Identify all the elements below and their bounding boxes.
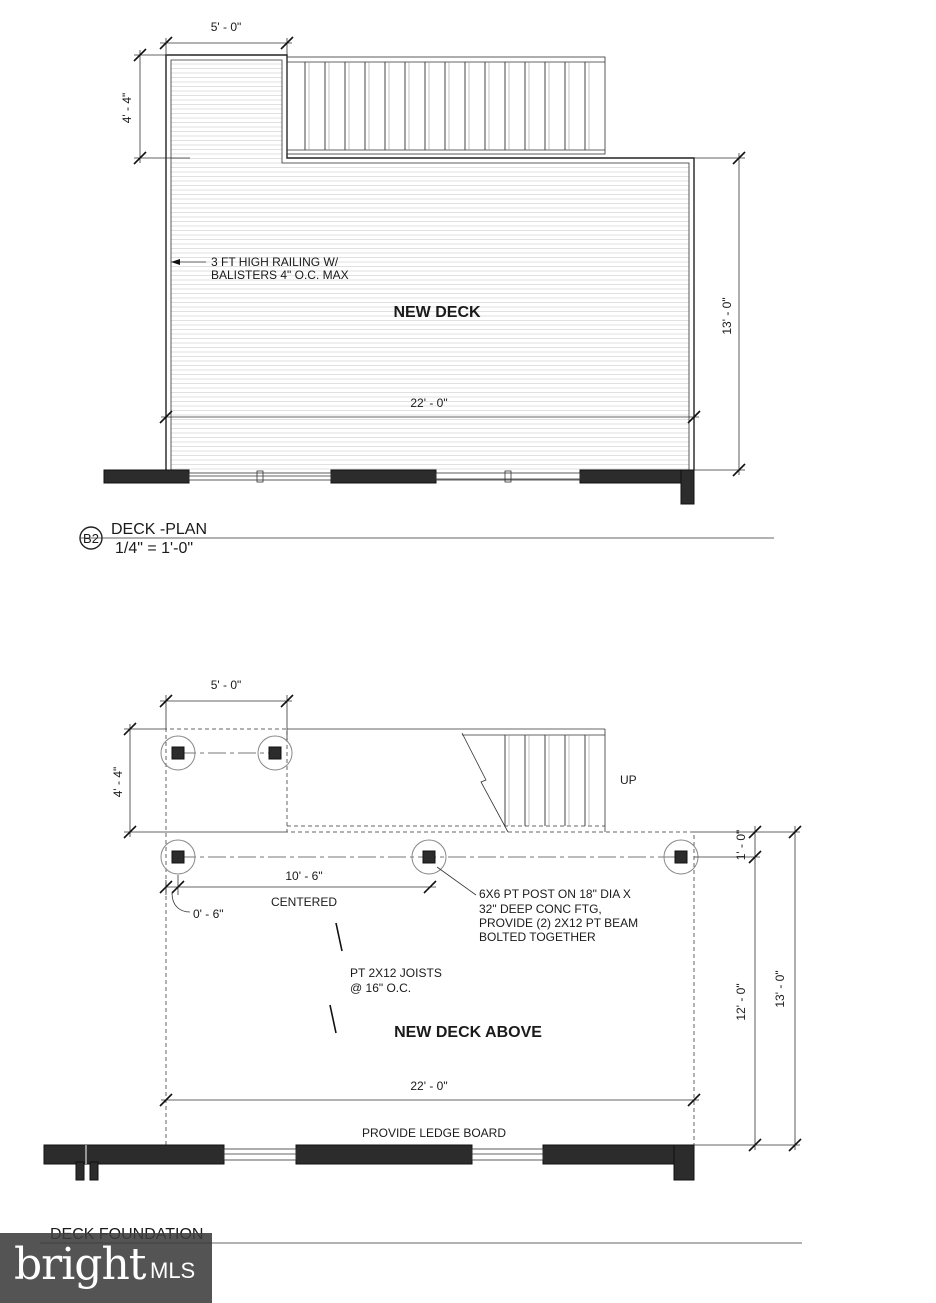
dimension-right (694, 152, 745, 476)
plan-marker: B2 (83, 531, 99, 546)
dimension-top-foundation (160, 678, 293, 740)
new-deck-label: NEW DECK (393, 304, 481, 321)
dim-width-label: 22' - 0" (410, 396, 448, 410)
svg-text:@ 16" O.C.: @ 16" O.C. (350, 981, 412, 995)
dim-left-label: 4' - 4" (120, 92, 134, 124)
svg-text:BALISTERS 4" O.C. MAX: BALISTERS 4" O.C. MAX (211, 268, 349, 282)
watermark-brand: bright (14, 1239, 146, 1290)
svg-text:PT 2X12 JOISTS: PT 2X12 JOISTS (350, 966, 442, 980)
house-wall-foundation (44, 1145, 694, 1180)
svg-text:12' - 0": 12' - 0" (734, 983, 748, 1021)
dimension-top (160, 20, 293, 55)
stair-up-label: UP (620, 773, 637, 787)
house-wall-plan (104, 470, 694, 504)
plan-scale: 1/4" = 1'-0" (115, 540, 194, 557)
dimension-span-foundation (160, 869, 436, 921)
svg-text:4' - 4": 4' - 4" (111, 766, 125, 798)
dimension-left-foundation (111, 723, 287, 838)
svg-text:0' - 6": 0' - 6" (193, 907, 224, 921)
dimension-width (160, 396, 700, 423)
dimension-width-foundation (160, 1079, 700, 1106)
svg-text:PROVIDE (2) 2X12 PT BEAM: PROVIDE (2) 2X12 PT BEAM (479, 916, 639, 930)
svg-text:6X6 PT POST ON 18" DIA X: 6X6 PT POST ON 18" DIA X (479, 887, 631, 901)
svg-text:BOLTED TOGETHER: BOLTED TOGETHER (479, 930, 596, 944)
svg-text:22' - 0": 22' - 0" (410, 1079, 448, 1093)
dim-right-label: 13' - 0" (720, 297, 734, 335)
brightmls-watermark (0, 1233, 212, 1303)
railing-note (171, 255, 349, 282)
svg-text:32" DEEP CONC FTG,: 32" DEEP CONC FTG, (479, 902, 602, 916)
joist-note (330, 923, 442, 1033)
svg-text:1' - 0": 1' - 0" (734, 829, 748, 861)
stair (287, 57, 605, 154)
deck-plan (80, 20, 774, 557)
plan-title-block (80, 521, 774, 557)
svg-text:13' - 0": 13' - 0" (773, 970, 787, 1008)
ledge-note: PROVIDE LEDGE BOARD (361, 1126, 507, 1140)
plan-title: DECK -PLAN (111, 521, 208, 538)
post-footings (161, 736, 698, 874)
dim-top-label: 5' - 0" (210, 20, 242, 34)
new-deck-above-label: NEW DECK ABOVE (394, 1024, 542, 1041)
svg-text:5' - 0": 5' - 0" (210, 678, 242, 692)
deck-foundation (40, 678, 802, 1243)
dimension-left (120, 49, 190, 164)
post-note (437, 867, 638, 944)
stair-foundation (287, 729, 637, 832)
dimension-right-foundation (694, 826, 801, 1151)
svg-text:10' - 6": 10' - 6" (285, 869, 323, 883)
svg-text:3 FT HIGH RAILING W/: 3 FT HIGH RAILING W/ (211, 255, 339, 269)
watermark-mls: MLS (150, 1258, 196, 1283)
svg-text:CENTERED: CENTERED (270, 895, 338, 909)
